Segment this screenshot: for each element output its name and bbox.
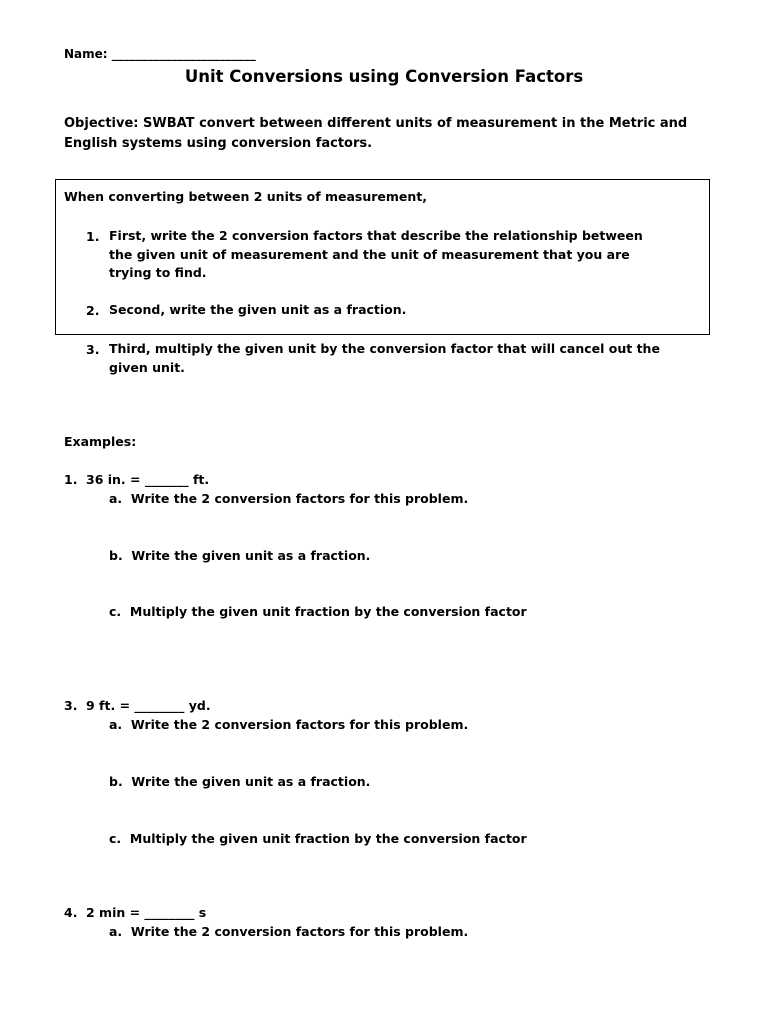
- objective: [64, 114, 687, 154]
- problem-1-part-b: [109, 548, 370, 563]
- problem-1-part-a: [109, 491, 468, 506]
- step-2-number: 2.: [86, 303, 100, 318]
- step-3-text: [109, 340, 660, 377]
- part-letter: a.: [109, 924, 123, 939]
- step-3-line-2: given unit.: [109, 359, 185, 375]
- problem-4-part-a: [109, 924, 468, 939]
- part-letter: c.: [109, 604, 122, 619]
- page-title: Unit Conversions using Conversion Factors: [184, 67, 584, 86]
- name-blank[interactable]: ________________________: [111, 47, 256, 61]
- step-3-number: 3.: [86, 342, 100, 357]
- problem-3-part-a: [109, 717, 468, 732]
- step-2-line-1: Second, write the given unit as a fraction.: [109, 302, 407, 317]
- part-text: Write the given unit as a fraction.: [131, 548, 371, 563]
- part-text: Write the given unit as a fraction.: [131, 774, 371, 789]
- problem-3-question: 9 ft. = ________ yd.: [86, 698, 211, 713]
- problem-3-number: 3.: [64, 698, 78, 713]
- problem-1-number: 1.: [64, 472, 78, 487]
- box-intro: When converting between 2 units of measurement,: [64, 189, 428, 204]
- part-letter: c.: [109, 831, 122, 846]
- objective-line-1: Objective: SWBAT convert between different units of measurement in the Metric and: [64, 116, 688, 131]
- step-1-text: [109, 227, 643, 283]
- problem-4-number: 4.: [64, 905, 78, 920]
- part-text: Write the 2 conversion factors for this problem.: [130, 717, 469, 732]
- step-1-line-1: First, write the 2 conversion factors that describe the relationship between: [109, 228, 643, 243]
- step-1-line-2: the given unit of measurement and the unit of measurement that you are: [109, 246, 630, 262]
- problem-1-question: 36 in. = _______ ft.: [86, 472, 210, 487]
- name-line: [64, 47, 256, 61]
- part-letter: a.: [109, 717, 123, 732]
- objective-line-2: English systems using conversion factors.: [64, 136, 373, 151]
- part-letter: b.: [109, 774, 123, 789]
- problem-3-part-b: [109, 774, 370, 789]
- step-1-number: 1.: [86, 229, 100, 244]
- problem-3-part-c: [109, 831, 527, 846]
- step-3-line-1: Third, multiply the given unit by the conversion factor that will cancel out the: [109, 341, 660, 356]
- problem-4-question: 2 min = ________ s: [86, 905, 207, 920]
- part-text: Multiply the given unit fraction by the conversion factor: [129, 831, 527, 846]
- step-2-text: [109, 301, 406, 320]
- part-letter: a.: [109, 491, 123, 506]
- problem-1-part-c: [109, 604, 527, 619]
- examples-heading: Examples:: [64, 434, 137, 449]
- part-text: Multiply the given unit fraction by the conversion factor: [129, 604, 527, 619]
- part-text: Write the 2 conversion factors for this problem.: [130, 924, 469, 939]
- part-letter: b.: [109, 548, 123, 563]
- name-label: Name:: [64, 47, 108, 61]
- part-text: Write the 2 conversion factors for this problem.: [130, 491, 469, 506]
- step-1-line-3: trying to find.: [109, 265, 207, 280]
